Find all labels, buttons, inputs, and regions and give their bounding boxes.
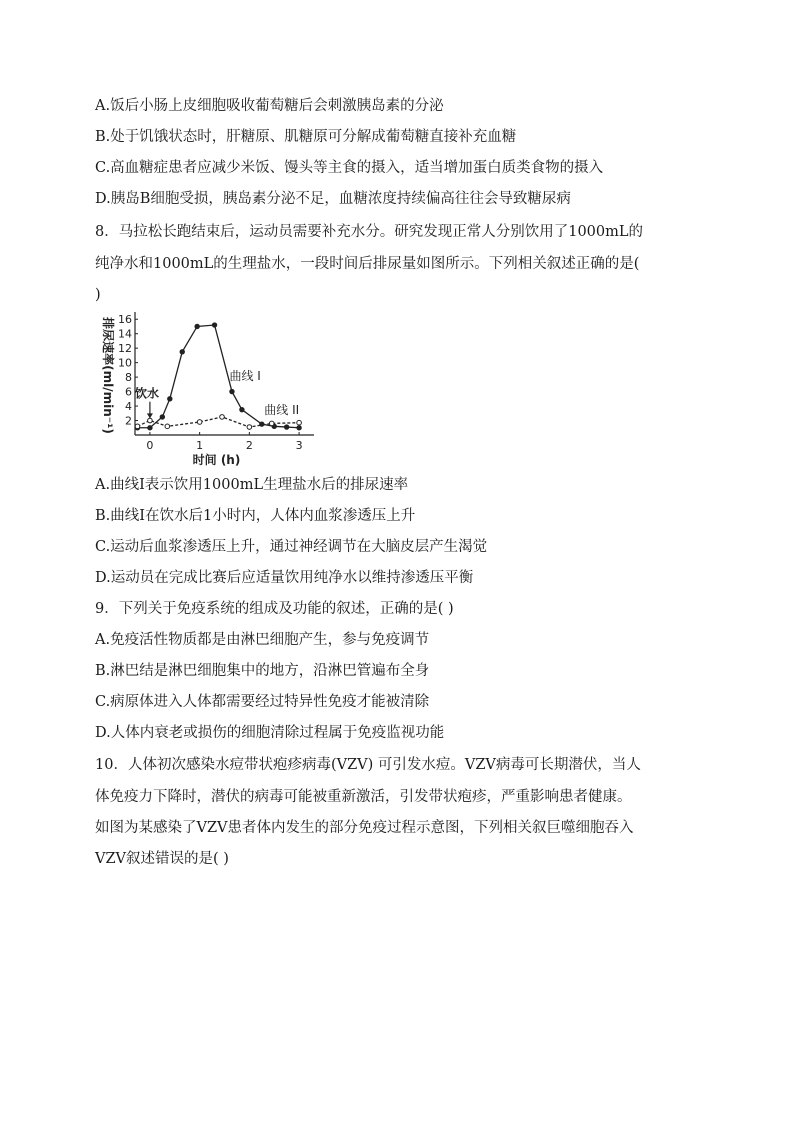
data-point-series-1 [240, 407, 244, 411]
drink-annotation: 饮水 [135, 386, 160, 401]
data-point-series-1 [168, 397, 172, 401]
q9-option-b: B.淋巴结是淋巴细胞集中的地方，沿淋巴管遍布全身 [95, 663, 430, 679]
q8-stem-line2: 纯净水和1000mL的生理盐水，一段时间后排尿量如图所示。下列相关叙述正确的是( [95, 256, 640, 272]
x-tick-label: 1 [196, 439, 204, 452]
data-point-series-2 [197, 420, 202, 425]
series-label-1: 曲线 I [229, 369, 261, 384]
q9-option-d: D.人体内衰老或损伤的细胞清除过程属于免疫监视功能 [95, 725, 445, 741]
series-label-2: 曲线 II [264, 403, 300, 418]
q10-line4: VZV叙述错误的是( ) [95, 851, 229, 867]
data-point-series-1 [230, 389, 234, 393]
q7-option-c: C.高血糖症患者应减少米饭、馒头等主食的摄入，适当增加蛋白质类食物的摄入 [95, 160, 604, 176]
chart-labels [101, 313, 303, 466]
x-axis-label: 时间 (h) [192, 453, 241, 466]
y-tick-label: 4 [125, 400, 132, 414]
q8-option-c: C.运动后血浆渗透压上升，通过神经调节在大脑皮层产生渴觉 [95, 539, 488, 555]
data-point-series-2 [135, 424, 140, 429]
drink-arrow-head [147, 413, 153, 418]
y-tick-label: 14 [118, 327, 132, 341]
data-point-series-2 [269, 421, 274, 426]
x-tick-label: 2 [245, 439, 253, 452]
q8-stem-line1: 8．马拉松长跑结束后，运动员需要补充水分。研究发现正常人分别饮用了1000mL的 [95, 224, 644, 240]
data-point-series-2 [297, 420, 302, 425]
data-point-series-2 [148, 418, 153, 423]
q7-option-d: D.胰岛B细胞受损，胰岛素分泌不足，血糖浓度持续偏高往往会导致糖尿病 [95, 191, 571, 207]
q8-option-a: A.曲线Ⅰ表示饮用1000mL生理盐水后的排尿速率 [95, 477, 409, 493]
chart-svg [92, 306, 332, 466]
q10-line3: 如图为某感染了VZV患者体内发生的部分免疫过程示意图，下列相关叙巨噬细胞吞入 [95, 820, 634, 836]
data-point-series-1 [212, 323, 216, 327]
q8-stem-line3: ) [95, 287, 101, 303]
x-tick-label: 0 [146, 439, 154, 452]
y-tick-label: 2 [125, 414, 132, 428]
q9-option-a: A.免疫活性物质都是由淋巴细胞产生，参与免疫调节 [95, 632, 430, 648]
q9-option-c: C.病原体进入人体都需要经过特异性免疫才能被清除 [95, 694, 430, 710]
q8-option-b: B.曲线Ⅰ在饮水后1小时内，人体内血浆渗透压上升 [95, 508, 416, 524]
data-point-series-2 [165, 424, 170, 429]
data-point-series-1 [160, 415, 164, 419]
q10-line1: 10．人体初次感染水痘带状疱疹病毒(VZV) 可引发水痘。VZV病毒可长期潜伏，当人 [95, 757, 641, 773]
y-tick-label: 8 [125, 371, 132, 385]
data-point-series-1 [297, 426, 301, 430]
y-tick-label: 16 [118, 313, 132, 327]
data-point-series-1 [148, 426, 152, 430]
q7-option-b: B.处于饥饿状态时，肝糖原、肌糖原可分解成葡萄糖直接补充血糖 [95, 129, 517, 145]
data-point-series-2 [220, 415, 225, 420]
y-axis-label: 排尿速率(ml/min⁻¹) [101, 317, 115, 434]
data-point-series-1 [180, 350, 184, 354]
data-point-series-1 [195, 324, 199, 328]
q10-line2: 体免疫力下降时，潜伏的病毒可能被重新激活，引发带状疱疹，严重影响患者健康。 [95, 789, 632, 805]
y-tick-label: 6 [125, 385, 132, 399]
q9-stem: 9．下列关于免疫系统的组成及功能的叙述，正确的是( ) [95, 601, 454, 617]
data-point-series-1 [284, 425, 288, 429]
q7-option-a: A.饭后小肠上皮细胞吸收葡萄糖后会刺激胰岛素的分泌 [95, 98, 444, 114]
y-tick-label: 10 [118, 356, 132, 370]
urine-rate-chart [92, 306, 332, 466]
data-point-series-2 [247, 425, 252, 430]
q8-option-d: D.运动员在完成比赛后应适量饮用纯净水以维持渗透压平衡 [95, 570, 474, 586]
x-tick-label: 3 [295, 439, 303, 452]
y-tick-label: 12 [118, 342, 132, 356]
